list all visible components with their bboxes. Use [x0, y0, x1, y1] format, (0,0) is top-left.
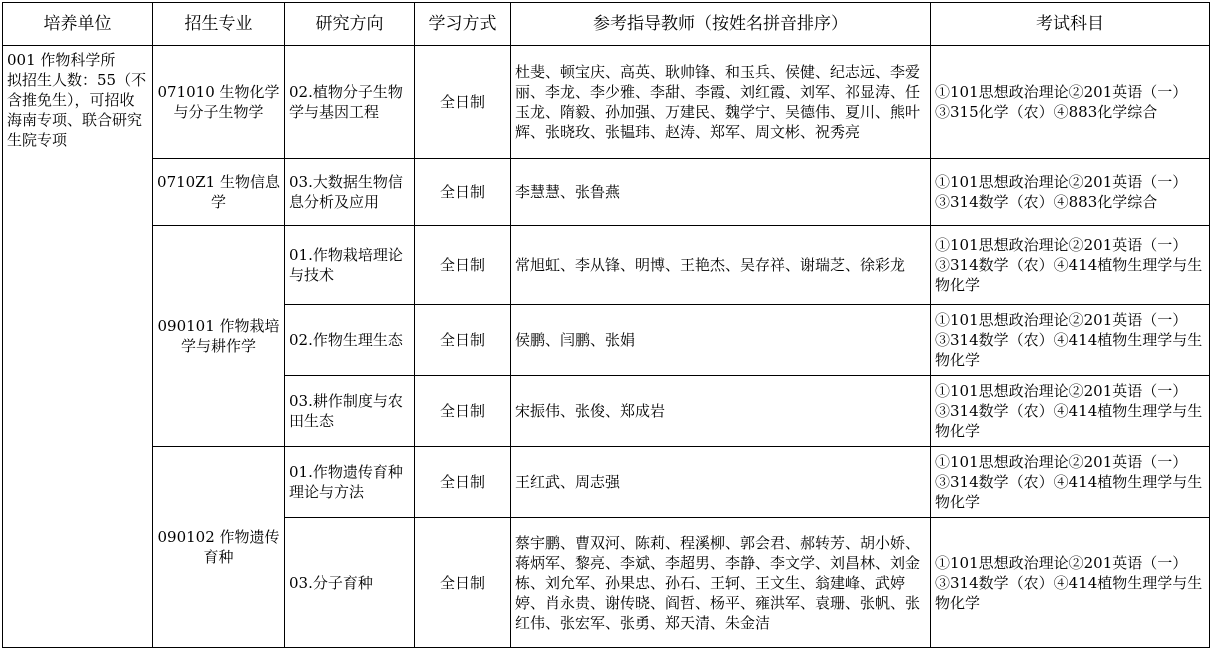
advisors-cell: 常旭虹、李从锋、明博、王艳杰、吴存祥、谢瑞芝、徐彩龙 — [511, 226, 931, 305]
mode-cell: 全日制 — [415, 226, 511, 305]
exam-cell: ①101思想政治理论②201英语（一）③314数学（农）④414植物生理学与生物化学 — [931, 376, 1210, 447]
unit-cell: 001 作物科学所 拟招生人数：55（不含推免生），可招收海南专项、联合研究生院专项 — [3, 46, 153, 648]
mode-cell: 全日制 — [415, 518, 511, 648]
direction-cell: 01.作物遗传育种理论与方法 — [285, 447, 415, 518]
table-row — [3, 226, 1210, 305]
direction-cell: 01.作物栽培理论与技术 — [285, 226, 415, 305]
direction-cell: 03.分子育种 — [285, 518, 415, 648]
major-cell: 090101 作物栽培学与耕作学 — [153, 226, 285, 447]
major-cell: 071010 生物化学与分子生物学 — [153, 46, 285, 159]
table-row — [3, 46, 1210, 159]
major-cell: 0710Z1 生物信息学 — [153, 159, 285, 226]
admissions-table — [2, 2, 1210, 648]
exam-cell: ①101思想政治理论②201英语（一）③314数学（农）④414植物生理学与生物化学 — [931, 447, 1210, 518]
header-direction: 研究方向 — [285, 3, 415, 46]
header-unit: 培养单位 — [3, 3, 153, 46]
header-exam: 考试科目 — [931, 3, 1210, 46]
advisors-cell: 宋振伟、张俊、郑成岩 — [511, 376, 931, 447]
mode-cell: 全日制 — [415, 159, 511, 226]
exam-cell: ①101思想政治理论②201英语（一）③314数学（农）④883化学综合 — [931, 159, 1210, 226]
exam-cell: ①101思想政治理论②201英语（一）③315化学（农）④883化学综合 — [931, 46, 1210, 159]
direction-cell: 03.大数据生物信息分析及应用 — [285, 159, 415, 226]
mode-cell: 全日制 — [415, 447, 511, 518]
advisors-cell: 侯鹏、闫鹏、张娟 — [511, 305, 931, 376]
header-mode: 学习方式 — [415, 3, 511, 46]
direction-cell: 02.作物生理生态 — [285, 305, 415, 376]
mode-cell: 全日制 — [415, 376, 511, 447]
exam-cell: ①101思想政治理论②201英语（一）③314数学（农）④414植物生理学与生物化学 — [931, 305, 1210, 376]
table-row — [3, 447, 1210, 518]
direction-cell: 03.耕作制度与农田生态 — [285, 376, 415, 447]
advisors-cell: 蔡宇鹏、曹双河、陈莉、程溪柳、郭会君、郝转芳、胡小娇、蒋炳军、黎亮、李斌、李超男、李静、李文学、刘昌林、刘金栋、刘允军、孙果忠、孙石、王轲、王文生、翁建峰、武婷婷、肖永贵、谢传晓、阎哲、杨平、雍洪军、袁珊、张帆、张红伟、张宏军、张勇、郑天清、朱金洁 — [511, 518, 931, 648]
header-major: 招生专业 — [153, 3, 285, 46]
mode-cell: 全日制 — [415, 46, 511, 159]
major-cell: 090102 作物遗传育种 — [153, 447, 285, 648]
exam-cell: ①101思想政治理论②201英语（一）③314数学（农）④414植物生理学与生物化学 — [931, 518, 1210, 648]
exam-cell: ①101思想政治理论②201英语（一）③314数学（农）④414植物生理学与生物化学 — [931, 226, 1210, 305]
table-header-row — [3, 3, 1210, 46]
advisors-cell: 李慧慧、张鲁燕 — [511, 159, 931, 226]
header-advisors: 参考指导教师（按姓名拼音排序） — [511, 3, 931, 46]
direction-cell: 02.植物分子生物学与基因工程 — [285, 46, 415, 159]
advisors-cell: 杜斐、顿宝庆、高英、耿帅锋、和玉兵、侯健、纪志远、李爱丽、李龙、李少雅、李甜、李霞、刘红霞、刘军、祁显涛、任玉龙、隋毅、孙加强、万建民、魏学宁、吴德伟、夏川、熊叶辉、张晓玫、张韫玮、赵涛、郑军、周文彬、祝秀亮 — [511, 46, 931, 159]
mode-cell: 全日制 — [415, 305, 511, 376]
advisors-cell: 王红武、周志强 — [511, 447, 931, 518]
table-row — [3, 159, 1210, 226]
